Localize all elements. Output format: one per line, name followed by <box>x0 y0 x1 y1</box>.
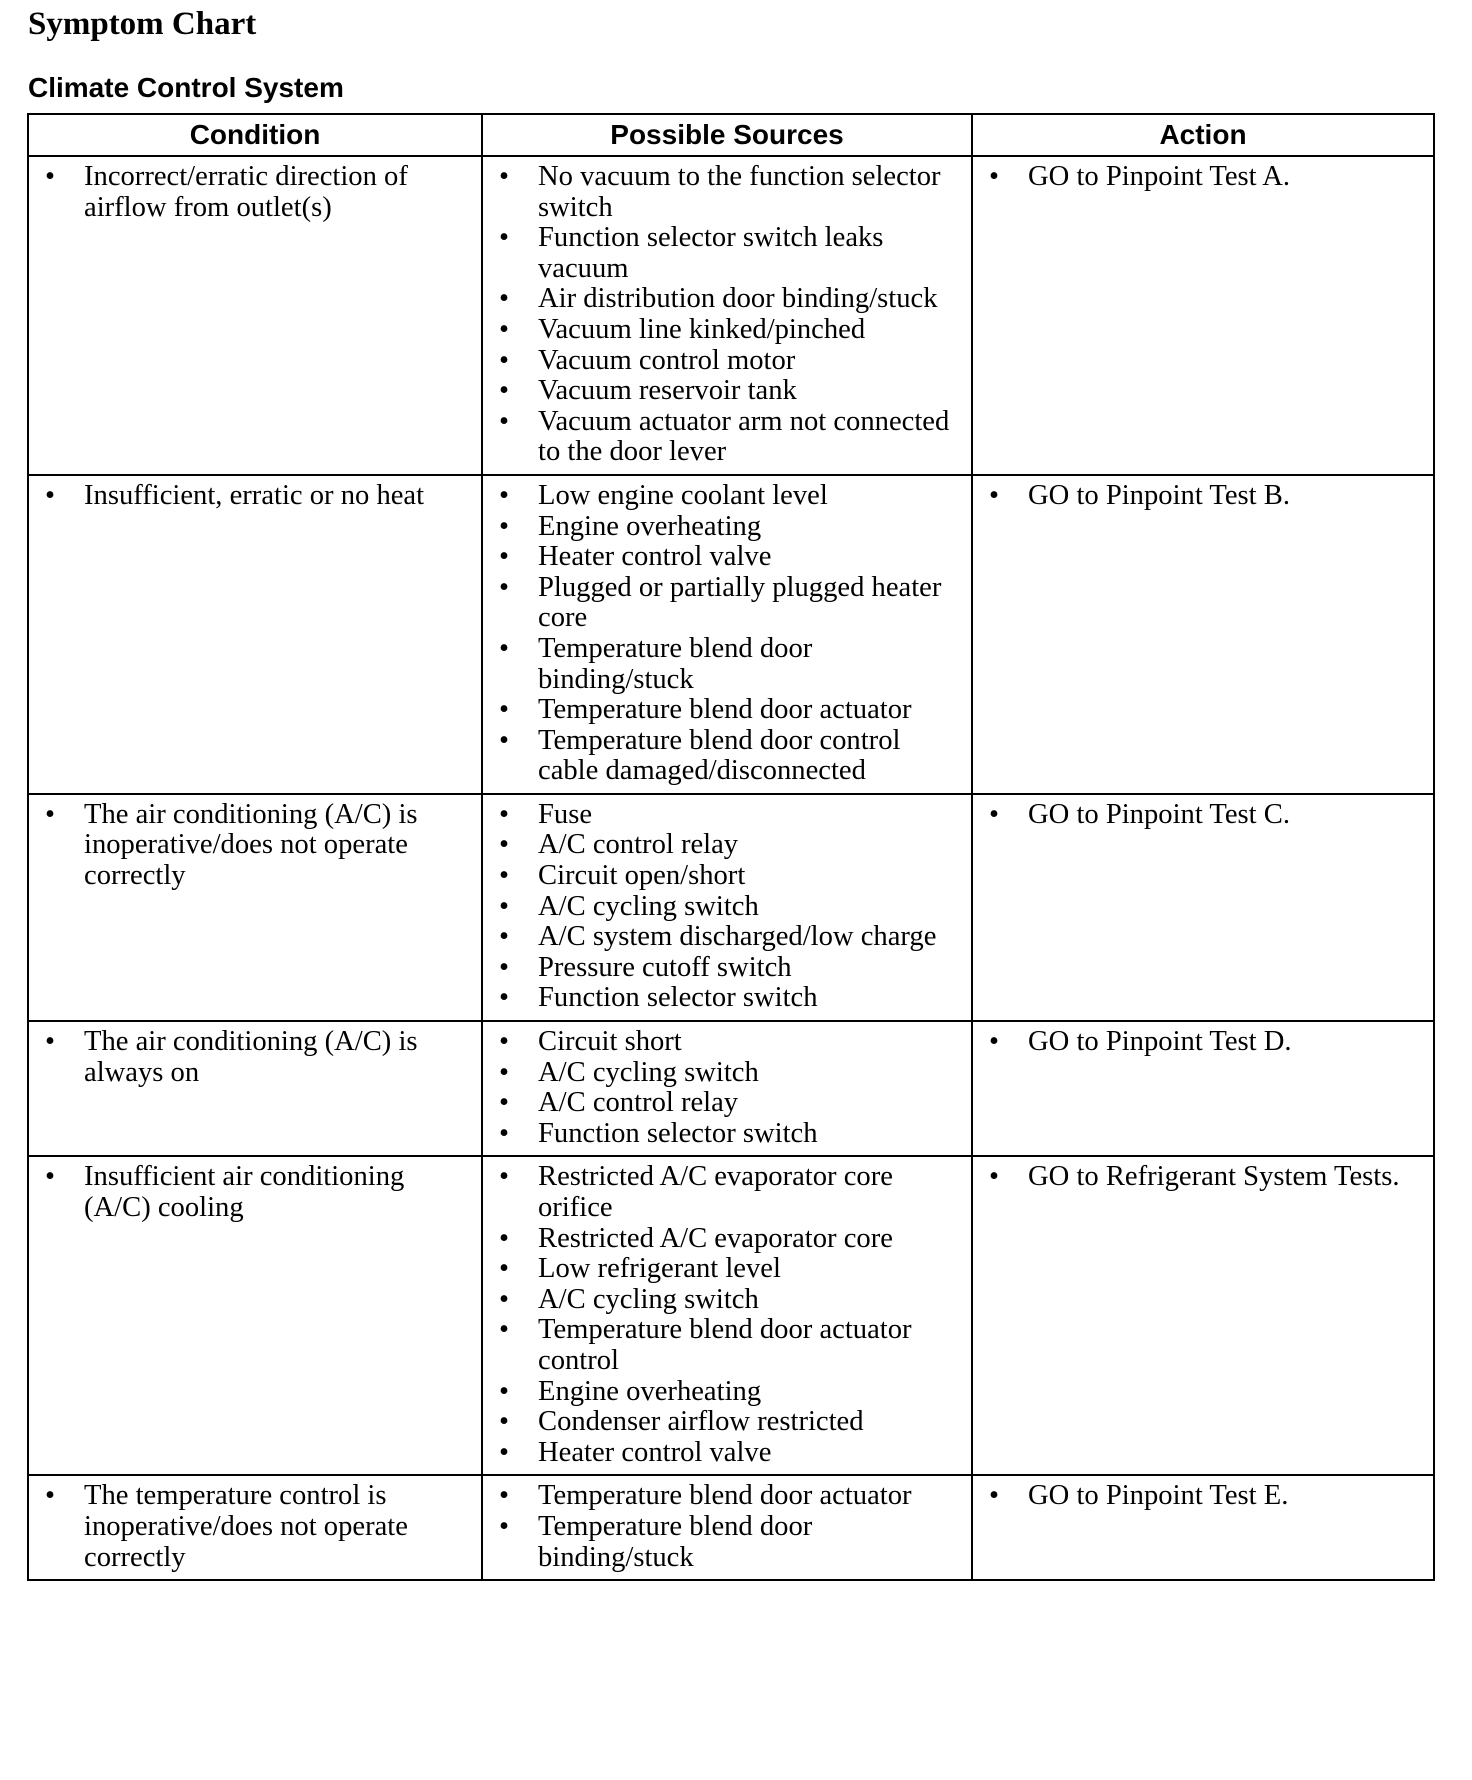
action-item: • GO to Pinpoint Test E. <box>973 1481 1421 1512</box>
table-row <box>28 1156 1434 1475</box>
source-item: • Temperature blend door binding/stuck <box>483 1512 959 1573</box>
header-action: Action <box>972 114 1434 156</box>
source-item: • A/C system discharged/low charge <box>483 922 959 953</box>
condition-cell <box>28 1021 482 1156</box>
source-item: • Pressure cutoff switch <box>483 953 959 984</box>
source-item: • Vacuum actuator arm not connected to the door lever <box>483 407 959 468</box>
source-item: • Circuit short <box>483 1027 959 1058</box>
source-item: • Vacuum control motor <box>483 346 959 377</box>
header-condition: Condition <box>28 114 482 156</box>
bullet-list <box>29 1157 481 1229</box>
bullet-list <box>483 476 971 793</box>
source-item: • Circuit open/short <box>483 861 959 892</box>
source-item: • Condenser airflow restricted <box>483 1407 959 1438</box>
condition-item: • Incorrect/erratic direction of airflow from outlet(s) <box>29 162 469 223</box>
bullet-list <box>973 1476 1433 1518</box>
possible-sources-cell <box>482 1021 972 1156</box>
page-title: Symptom Chart <box>28 6 257 42</box>
source-item: • Function selector switch <box>483 1119 959 1150</box>
bullet-list <box>29 157 481 229</box>
possible-sources-cell <box>482 475 972 794</box>
action-cell <box>972 1475 1434 1580</box>
action-item: • GO to Pinpoint Test D. <box>973 1027 1421 1058</box>
table-row <box>28 1475 1434 1580</box>
bullet-list <box>29 1476 481 1579</box>
source-item: • Engine overheating <box>483 512 959 543</box>
source-item: • Function selector switch <box>483 983 959 1014</box>
action-item: • GO to Pinpoint Test B. <box>973 481 1421 512</box>
possible-sources-cell <box>482 1475 972 1580</box>
bullet-list <box>483 1022 971 1155</box>
source-item: • Function selector switch leaks vacuum <box>483 223 959 284</box>
possible-sources-cell <box>482 1156 972 1475</box>
source-item: • A/C cycling switch <box>483 892 959 923</box>
action-cell <box>972 1156 1434 1475</box>
source-item: • Vacuum reservoir tank <box>483 376 959 407</box>
action-item: • GO to Pinpoint Test A. <box>973 162 1421 193</box>
bullet-list <box>483 1476 971 1579</box>
condition-cell <box>28 156 482 475</box>
action-cell <box>972 794 1434 1021</box>
source-item: • Temperature blend door binding/stuck <box>483 634 959 695</box>
source-item: • A/C control relay <box>483 830 959 861</box>
bullet-list <box>973 1022 1433 1064</box>
source-item: • Engine overheating <box>483 1377 959 1408</box>
condition-item: • Insufficient air conditioning (A/C) cooling <box>29 1162 469 1223</box>
source-item: • Temperature blend door actuator <box>483 695 959 726</box>
table-row <box>28 794 1434 1021</box>
bullet-list <box>973 795 1433 837</box>
section-title: Climate Control System <box>28 72 344 103</box>
bullet-list <box>483 795 971 1020</box>
action-item: • GO to Refrigerant System Tests. <box>973 1162 1421 1193</box>
source-item: • No vacuum to the function selector switch <box>483 162 959 223</box>
bullet-list <box>29 476 481 518</box>
source-item: • Plugged or partially plugged heater core <box>483 573 959 634</box>
table-row <box>28 156 1434 475</box>
condition-cell <box>28 794 482 1021</box>
possible-sources-cell <box>482 156 972 475</box>
table-row <box>28 475 1434 794</box>
source-item: • A/C cycling switch <box>483 1285 959 1316</box>
condition-item: • Insufficient, erratic or no heat <box>29 481 469 512</box>
bullet-list <box>29 795 481 898</box>
source-item: • Air distribution door binding/stuck <box>483 284 959 315</box>
bullet-list <box>483 1157 971 1474</box>
source-item: • Vacuum line kinked/pinched <box>483 315 959 346</box>
source-item: • Restricted A/C evaporator core orifice <box>483 1162 959 1223</box>
source-item: • Heater control valve <box>483 542 959 573</box>
condition-item: • The air conditioning (A/C) is always on <box>29 1027 469 1088</box>
source-item: • Temperature blend door actuator control <box>483 1315 959 1376</box>
source-item: • A/C control relay <box>483 1088 959 1119</box>
table-header-row <box>28 114 1434 156</box>
condition-cell <box>28 1156 482 1475</box>
source-item: • Heater control valve <box>483 1438 959 1469</box>
source-item: • Restricted A/C evaporator core <box>483 1224 959 1255</box>
source-item: • Fuse <box>483 800 959 831</box>
source-item: • Low engine coolant level <box>483 481 959 512</box>
condition-item: • The air conditioning (A/C) is inoperative/does not operate correctly <box>29 800 469 892</box>
source-item: • Temperature blend door control cable damaged/disconnected <box>483 726 959 787</box>
bullet-list <box>973 476 1433 518</box>
source-item: • A/C cycling switch <box>483 1058 959 1089</box>
bullet-list <box>973 1157 1433 1199</box>
source-item: • Low refrigerant level <box>483 1254 959 1285</box>
possible-sources-cell <box>482 794 972 1021</box>
action-cell <box>972 1021 1434 1156</box>
table-row <box>28 1021 1434 1156</box>
bullet-list <box>973 157 1433 199</box>
symptom-table <box>27 113 1435 1581</box>
source-item: • Temperature blend door actuator <box>483 1481 959 1512</box>
table-body <box>28 156 1434 1580</box>
action-item: • GO to Pinpoint Test C. <box>973 800 1421 831</box>
action-cell <box>972 156 1434 475</box>
condition-item: • The temperature control is inoperative/does not operate correctly <box>29 1481 469 1573</box>
condition-cell <box>28 1475 482 1580</box>
header-possible-sources: Possible Sources <box>482 114 972 156</box>
action-cell <box>972 475 1434 794</box>
condition-cell <box>28 475 482 794</box>
bullet-list <box>29 1022 481 1094</box>
bullet-list <box>483 157 971 474</box>
